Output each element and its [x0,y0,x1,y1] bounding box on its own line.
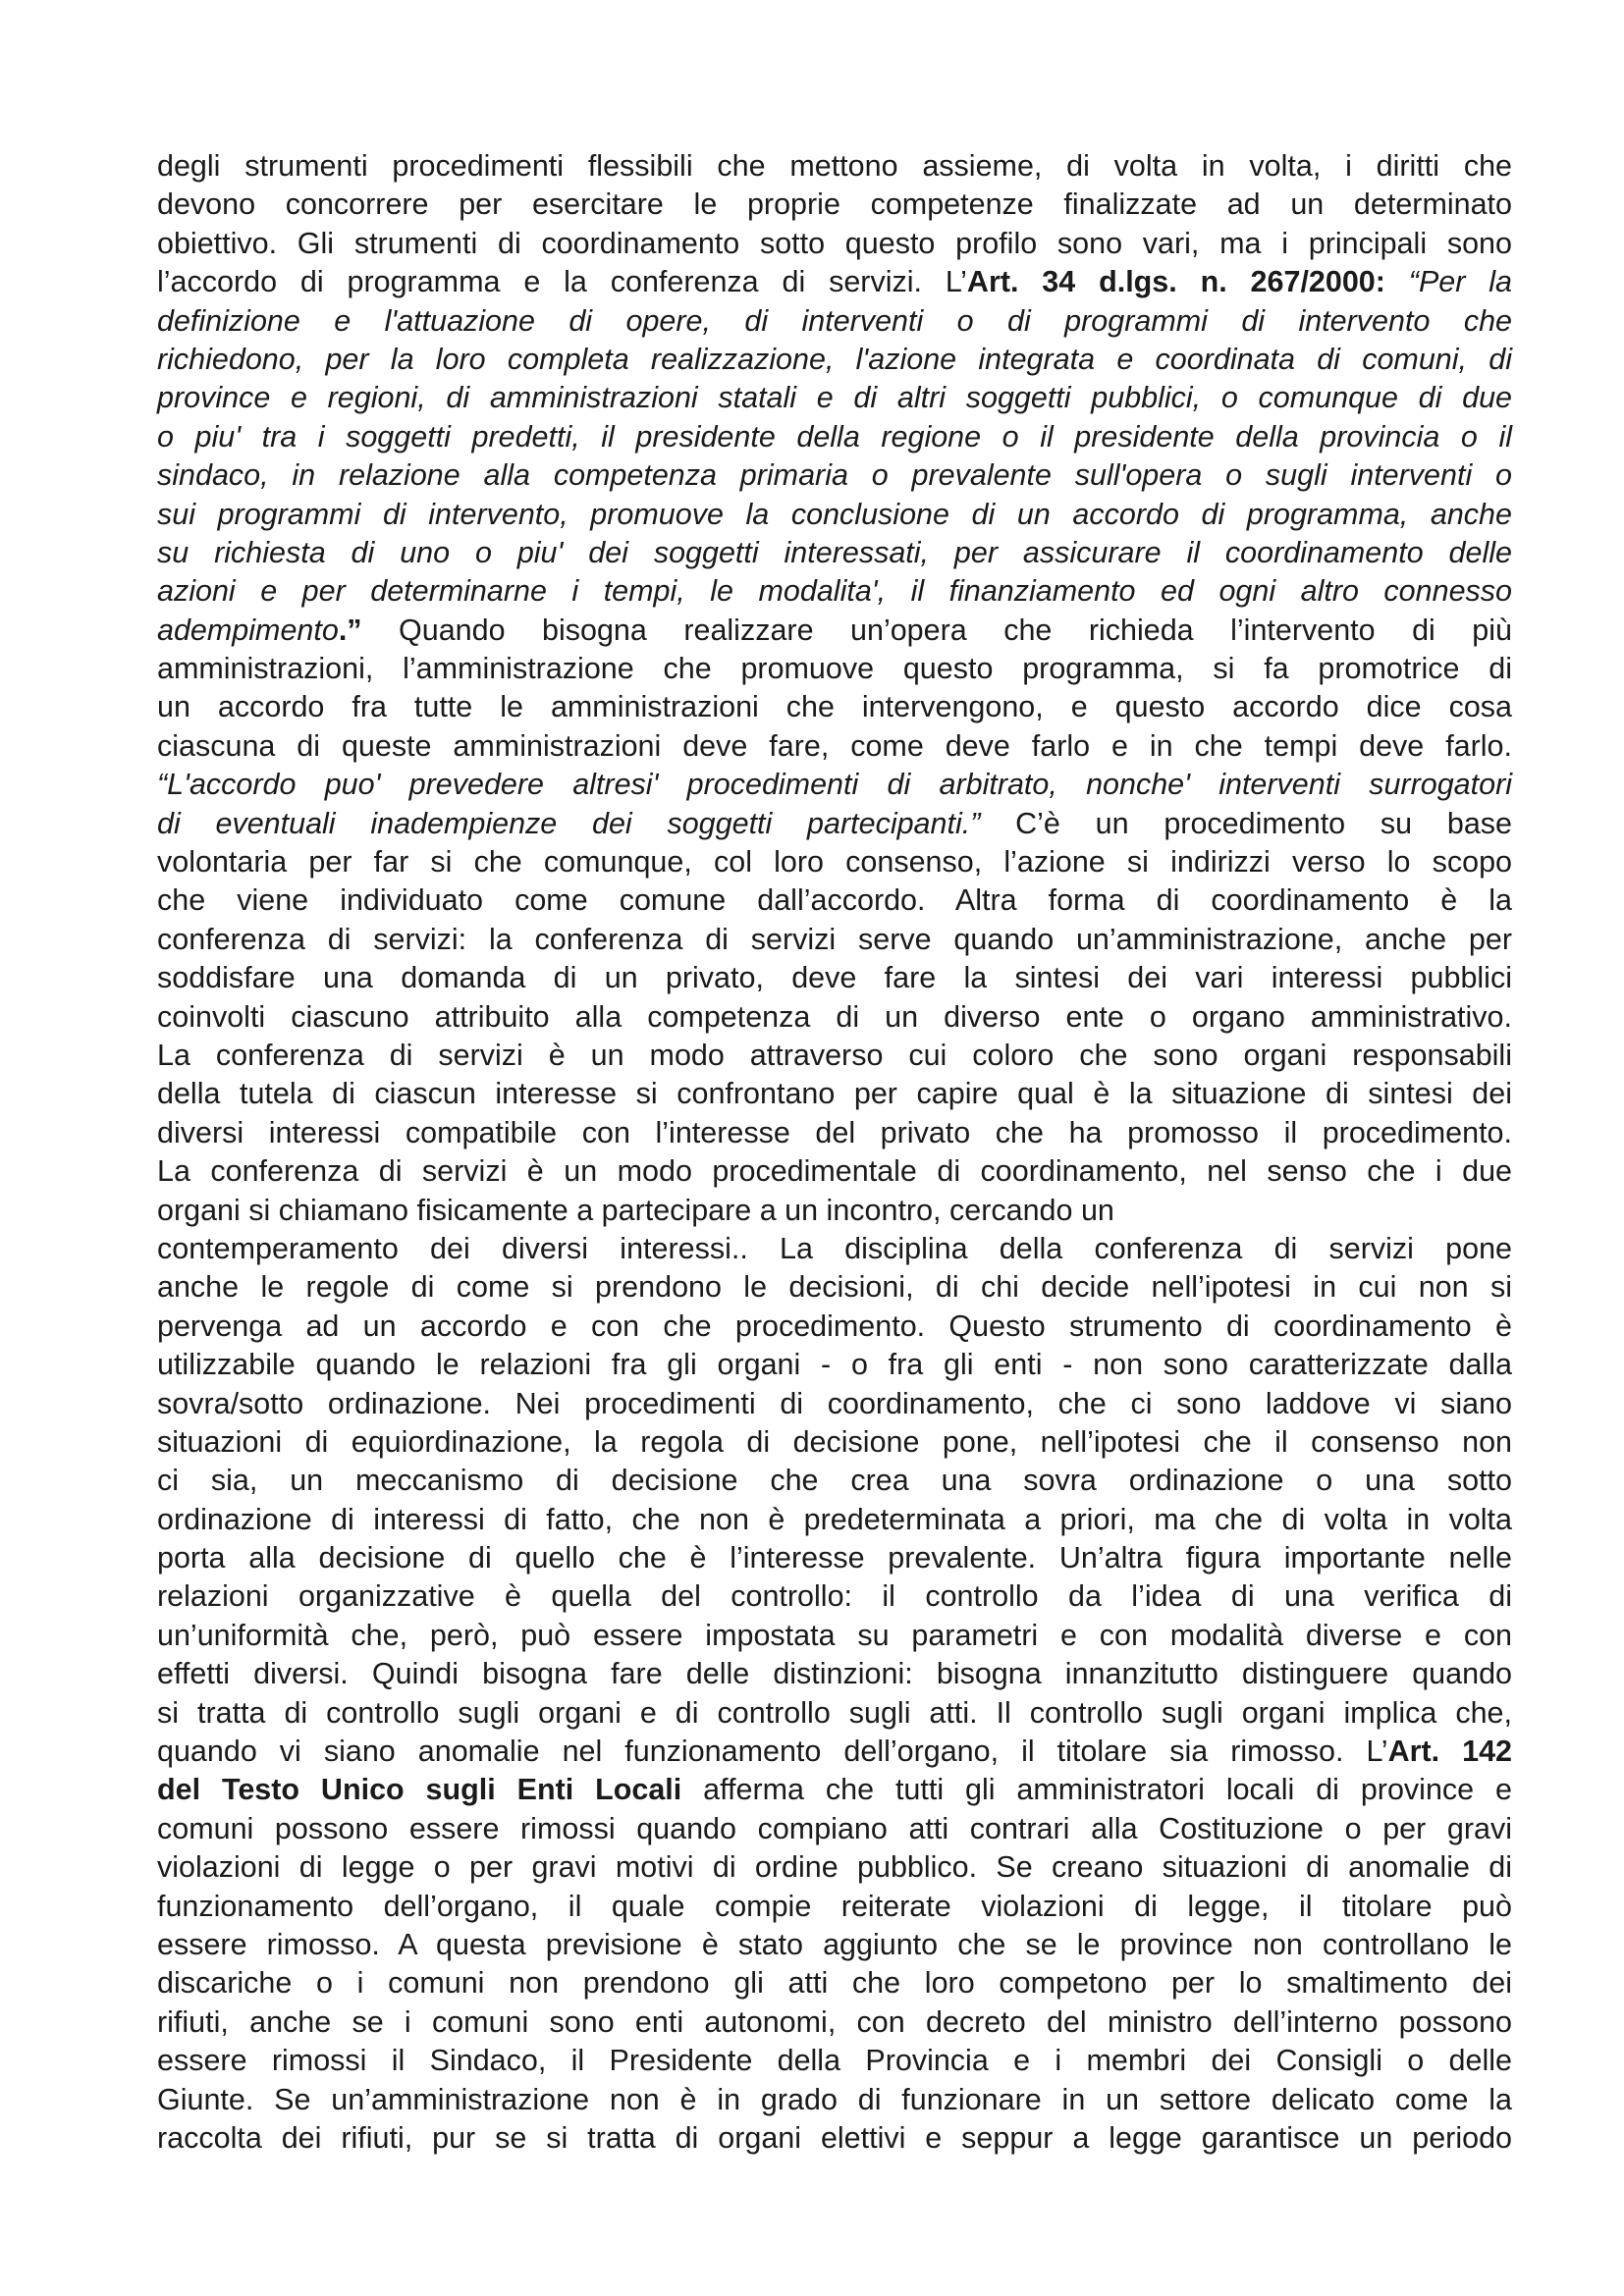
text-line [157,1385,1512,1423]
text-line [157,688,1512,726]
text-segment: quando vi siano anomalie nel funzionamento dell’organo, il titolare sia rimosso. L’ [157,1735,1388,1769]
italic-text: “L'accordo puo' prevedere altresi' procedimenti di arbitrato, nonche' interventi surrogatori [157,768,1512,802]
text-segment: anche le regole di come si prendono le decisioni, di chi decide nell’ipotesi in cui non si [157,1270,1512,1305]
italic-text: “Per la [1384,265,1513,299]
text-line [157,2003,1512,2042]
text-segment: utilizzabile quando le relazioni fra gli organi - o fra gli enti - non sono caratterizzate dalla [157,1348,1512,1382]
text-segment: un’uniformità che, però, può essere impostata su parametri e con modalità diverse e con [157,1618,1512,1652]
text-segment: funzionamento dell’organo, il quale compie reiterate violazioni di legge, il titolare può [157,1889,1512,1923]
text-line [157,1230,1512,1268]
italic-text: su richiesta di uno o piu' dei soggetti interessati, per assicurare il coordinamento delle [157,535,1512,569]
text-segment: l’accordo di programma e la conferenza di servizi. L’ [157,265,967,299]
text-line [157,1423,1512,1462]
text-line [157,186,1512,224]
text-line [157,1501,1512,1539]
text-line [157,959,1512,997]
text-segment: degli strumenti procedimenti flessibili che mettono assieme, di volta in volta, i diritti che [157,149,1512,183]
text-line [157,147,1512,186]
text-segment: La conferenza di servizi è un modo attraverso cui coloro che sono organi responsabili [157,1038,1512,1072]
body-text [157,147,1512,2158]
text-line [157,1733,1512,1771]
italic-text: richiedono, per la loro completa realizzazione, l'azione integrata e coordinata di comuni, di [157,342,1512,376]
text-line [157,1577,1512,1616]
italic-text: o piu' tra i soggetti predetti, il presidente della regione o il presidente della provincia o il [157,419,1512,454]
text-segment: sovra/sotto ordinazione. Nei procedimenti di coordinamento, che ci sono laddove vi siano [157,1386,1512,1420]
text-line [157,1539,1512,1577]
text-line [157,1694,1512,1733]
text-segment: devono concorrere per esercitare le proprie competenze finalizzate ad un determinato [157,187,1512,222]
text-line [157,2119,1512,2158]
text-line [157,805,1512,843]
text-line [157,766,1512,804]
text-line [157,998,1512,1037]
text-segment: comuni possono essere rimossi quando compiano atti contrari alla Costituzione o per gravi [157,1811,1512,1845]
text-segment: essere rimosso. A questa previsione è stato aggiunto che se le province non controllano le [157,1927,1512,1961]
text-segment: effetti diversi. Quindi bisogna fare delle distinzioni: bisogna innanzitutto distinguere quando [157,1657,1512,1691]
text-segment: un accordo fra tutte le amministrazioni che intervengono, e questo accordo dice cosa [157,690,1512,724]
text-line [157,1848,1512,1887]
text-line [157,1192,1512,1230]
text-segment: amministrazioni, l’amministrazione che promuove questo programma, si fa promotrice di [157,652,1512,686]
text-segment: della tutela di ciascun interesse si confrontano per capire qual è la situazione di sintesi dei [157,1077,1512,1111]
text-segment: organi si chiamano fisicamente a partecipare a un incontro, cercando un [157,1193,1114,1227]
text-line [157,534,1512,572]
text-line [157,1655,1512,1693]
text-line [157,727,1512,766]
text-line [157,1771,1512,1809]
text-segment: relazioni organizzative è quella del controllo: il controllo da l’idea di una verifica di [157,1579,1512,1614]
bold-text: .” [338,613,362,647]
text-segment: conferenza di servizi: la conferenza di servizi serve quando un’amministrazione, anche per [157,922,1512,956]
text-line [157,302,1512,341]
italic-text: sui programmi di intervento, promuove la conclusione di un accordo di programma, anche [157,497,1512,531]
text-line [157,1617,1512,1655]
bold-text: del Testo Unico sugli Enti Locali [157,1773,682,1807]
text-line [157,1926,1512,1964]
text-segment: ordinazione di interessi di fatto, che non è predeterminata a priori, ma che di volta in volta [157,1502,1512,1536]
italic-text: adempimento [157,613,339,647]
text-segment: essere rimossi il Sindaco, il Presidente della Provincia e i membri dei Consigli o delle [157,2044,1512,2078]
italic-text: sindaco, in relazione alla competenza primaria o prevalente sull'opera o sugli interventi o [157,458,1512,493]
document-page [157,147,1512,2158]
text-segment: rifiuti, anche se i comuni sono enti autonomi, con decreto del ministro dell’interno possono [157,2004,1512,2039]
text-line [157,881,1512,920]
text-line [157,1462,1512,1500]
text-line [157,843,1512,881]
text-segment: si tratta di controllo sugli organi e di controllo sugli atti. Il controllo sugli organi implica che, [157,1695,1512,1730]
text-line [157,1346,1512,1384]
italic-text: province e regioni, di amministrazioni statali e di altri soggetti pubblici, o comunque di due [157,381,1512,415]
text-segment: La conferenza di servizi è un modo procedimentale di coordinamento, nel senso che i due [157,1154,1512,1189]
text-line [157,1888,1512,1926]
text-segment: che viene individuato come comune dall’accordo. Altra forma di coordinamento è la [157,883,1512,918]
text-segment: coinvolti ciascuno attribuito alla competenza di un diverso ente o organo amministrativo. [157,999,1512,1034]
text-line [157,379,1512,417]
text-line [157,612,1512,650]
text-segment: soddisfare una domanda di un privato, deve fare la sintesi dei vari interessi pubblici [157,961,1512,995]
text-segment: pervenga ad un accordo e con che procedimento. Questo strumento di coordinamento è [157,1308,1512,1343]
text-line [157,225,1512,263]
text-line [157,572,1512,611]
text-segment: discariche o i comuni non prendono gli atti che loro competono per lo smaltimento dei [157,1966,1512,2001]
text-line [157,1114,1512,1152]
text-line [157,1037,1512,1075]
italic-text: di eventuali inadempienze dei soggetti partecipanti.” [157,806,981,840]
text-segment: obiettivo. Gli strumenti di coordinamento sotto questo profilo sono vari, ma i principali sono [157,226,1512,260]
text-line [157,341,1512,379]
bold-text: Art. 34 d.lgs. n. 267/2000: [966,265,1385,299]
text-line [157,418,1512,456]
text-segment: Giunte. Se un’amministrazione non è in grado di funzionare in un settore delicato come la [157,2082,1512,2116]
text-segment: volontaria per far si che comunque, col loro consenso, l’azione si indirizzi verso lo scopo [157,845,1512,880]
text-line [157,1308,1512,1346]
text-line [157,496,1512,534]
text-segment: Quando bisogna realizzare un’opera che richieda l’intervento di più [361,613,1512,647]
text-line [157,456,1512,495]
text-line [157,263,1512,301]
text-segment: contemperamento dei diversi interessi.. La disciplina della conferenza di servizi pone [157,1231,1512,1265]
text-line [157,1810,1512,1848]
text-line [157,1152,1512,1191]
bold-text: Art. 142 [1387,1735,1513,1769]
text-line [157,1964,1512,2002]
text-segment: ciascuna di queste amministrazioni deve fare, come deve farlo e in che tempi deve farlo. [157,728,1512,763]
text-line [157,2081,1512,2119]
text-segment: diversi interessi compatibile con l’interesse del privato che ha promosso il procedimento. [157,1115,1512,1149]
text-segment: violazioni di legge o per gravi motivi di ordine pubblico. Se creano situazioni di anomalie di [157,1850,1512,1885]
text-segment: situazioni di equiordinazione, la regola di decisione pone, nell’ipotesi che il consenso non [157,1424,1512,1459]
text-line [157,2042,1512,2080]
text-segment: C’è un procedimento su base [980,806,1513,840]
text-segment: porta alla decisione di quello che è l’interesse prevalente. Un’altra figura importante nelle [157,1541,1512,1575]
text-line [157,1075,1512,1113]
italic-text: azioni e per determinarne i tempi, le modalita', il finanziamento ed ogni altro connesso [157,574,1512,609]
text-segment: raccolta dei rifiuti, pur se si tratta di organi elettivi e seppur a legge garantisce un periodo [157,2120,1512,2155]
text-segment: afferma che tutti gli amministratori locali di province e [681,1773,1512,1807]
text-line [157,921,1512,959]
italic-text: definizione e l'attuazione di opere, di interventi o di programmi di intervento che [157,303,1512,338]
text-segment: ci sia, un meccanismo di decisione che crea una sovra ordinazione o una sotto [157,1464,1512,1498]
text-line [157,1268,1512,1307]
text-line [157,650,1512,688]
